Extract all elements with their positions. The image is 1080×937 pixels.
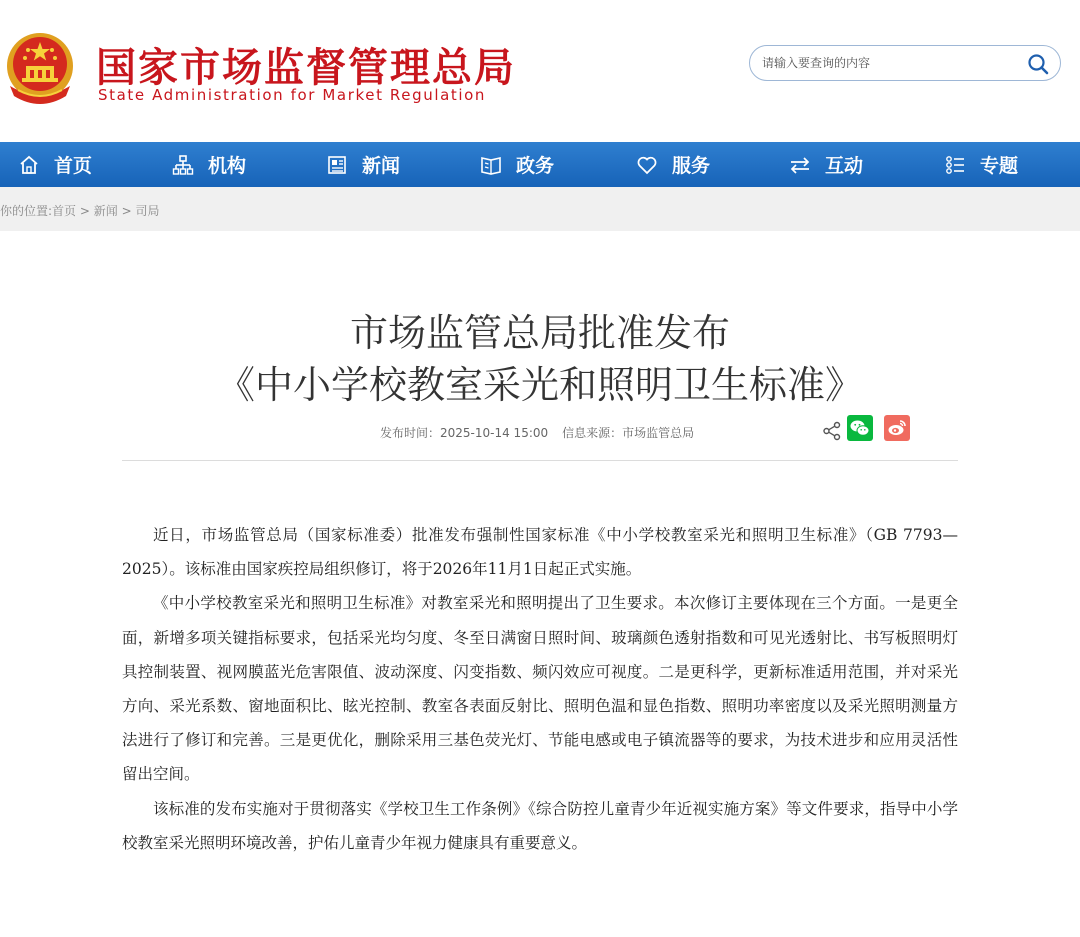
nav-label: 政务 bbox=[516, 155, 555, 177]
article-body bbox=[122, 518, 958, 860]
site-title-english: State Administration for Market Regulation bbox=[98, 86, 487, 104]
nav-item-home[interactable] bbox=[18, 142, 92, 187]
article-meta bbox=[380, 424, 708, 441]
topic-list-icon bbox=[944, 154, 966, 176]
nav-label: 首页 bbox=[54, 155, 93, 177]
breadcrumb-home-link[interactable]: 首页 bbox=[52, 204, 77, 218]
main-nav bbox=[0, 142, 1080, 187]
breadcrumb-prefix: 你的位置: bbox=[0, 204, 53, 218]
exchange-arrows-icon bbox=[789, 154, 811, 176]
nav-label: 服务 bbox=[672, 155, 711, 177]
nav-item-topics[interactable] bbox=[944, 142, 1018, 187]
breadcrumb-bar bbox=[0, 187, 1080, 231]
breadcrumb-news-link[interactable]: 新闻 bbox=[93, 204, 118, 218]
site-title-chinese[interactable]: 国家市场监督管理总局 bbox=[96, 45, 516, 91]
article-paragraph: 近日，市场监管总局（国家标准委）批准发布强制性国家标准《中小学校教室采光和照明卫生标准》（GB 7793—2025）。该标准由国家疾控局组织修订，将于2026年11月1日起正式实施。 bbox=[122, 526, 958, 579]
article-title-line1: 市场监管总局批准发布 bbox=[349, 311, 730, 355]
weibo-icon bbox=[884, 415, 910, 441]
breadcrumb bbox=[0, 202, 159, 219]
site-header bbox=[0, 0, 1080, 142]
share-icon[interactable] bbox=[822, 421, 842, 441]
breadcrumb-separator: > bbox=[117, 204, 136, 218]
nav-item-services[interactable] bbox=[636, 142, 710, 187]
org-chart-icon bbox=[172, 154, 194, 176]
breadcrumb-department-link[interactable]: 司局 bbox=[135, 204, 160, 218]
publish-time: 发布时间：2025-10-14 15:00 bbox=[380, 426, 549, 440]
search-input[interactable] bbox=[762, 53, 1022, 73]
article-paragraph: 该标准的发布实施对于贯彻落实《学校卫生工作条例》《综合防控儿童青少年近视实施方案》等文件要求，指导中小学校教室采光照明环境改善，护佑儿童青少年视力健康具有重要意义。 bbox=[122, 799, 958, 852]
title-divider bbox=[122, 460, 958, 461]
nav-item-organization[interactable] bbox=[172, 142, 246, 187]
search-box bbox=[749, 45, 1061, 81]
national-emblem-logo[interactable] bbox=[4, 30, 76, 110]
nav-label: 机构 bbox=[208, 155, 247, 177]
article-paragraph: 《中小学校教室采光和照明卫生标准》对教室采光和照明提出了卫生要求。本次修订主要体现在三个方面。一是更全面，新增多项关键指标要求，包括采光均匀度、冬至日满窗日照时间、玻璃颜色透射指数和可见光透射比、书写板照明灯具控制装置、视网膜蓝光危害限值、波动深度、闪变指数、频闪效应可视度。二是更科学，更新标准适用范围，并对采光方向、采光系数、窗地面积比、眩光控制、教室各表面反射比、照明色温和显色指数、照明功率密度以及采光照明测量方法进行了修订和完善。三是更优化，删除采用三基色荧光灯、节能电感或电子镇流器等的要求，为技术进步和应用灵活性留出空间。 bbox=[122, 594, 958, 784]
nav-item-interaction[interactable] bbox=[789, 142, 863, 187]
wechat-icon bbox=[847, 415, 873, 441]
search-icon[interactable] bbox=[1026, 52, 1050, 76]
government-book-icon bbox=[480, 154, 502, 176]
heart-icon bbox=[636, 154, 658, 176]
breadcrumb-separator: > bbox=[76, 204, 94, 218]
nav-label: 新闻 bbox=[362, 155, 401, 177]
nav-item-news[interactable] bbox=[326, 142, 400, 187]
nav-label: 专题 bbox=[980, 155, 1019, 177]
wechat-share-button[interactable] bbox=[847, 415, 873, 441]
info-source: 信息来源：市场监管总局 bbox=[562, 426, 695, 440]
weibo-share-button[interactable] bbox=[884, 415, 910, 441]
nav-item-government-affairs[interactable] bbox=[480, 142, 554, 187]
newspaper-icon bbox=[326, 154, 348, 176]
nav-label: 互动 bbox=[825, 155, 864, 177]
article-title-line2: 《中小学校教室采光和照明卫生标准》 bbox=[216, 363, 863, 407]
home-icon bbox=[18, 154, 40, 176]
